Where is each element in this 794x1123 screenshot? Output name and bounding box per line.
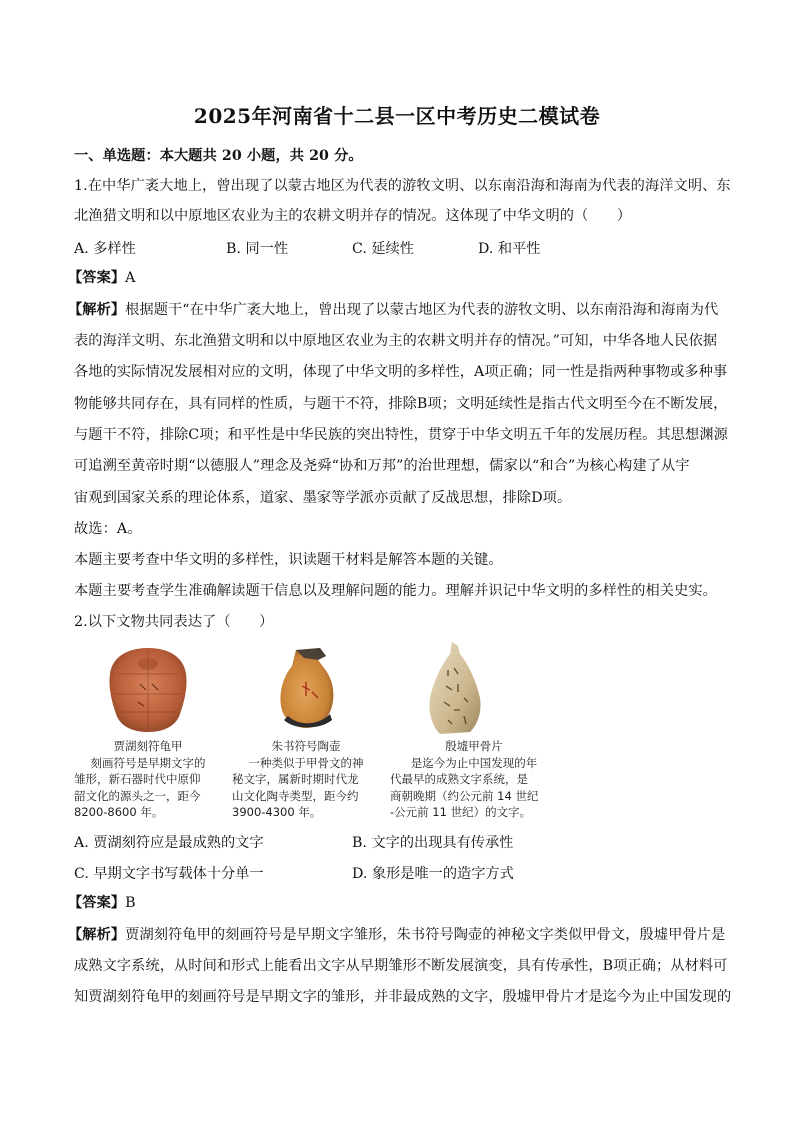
q2-analysis-line: 成熟文字系统，从时间和形式上能看出文字从早期雏形不断发展演变，具有传承性，B项正确；从材料可 xyxy=(74,958,728,974)
q2-stem: 2.以下文物共同表达了（ ） xyxy=(74,614,274,630)
q1-note: 本题主要考查中华文明的多样性，识读题干材料是解答本题的关键。 xyxy=(74,552,503,568)
analysis-text: 根据题干“在中华广袤大地上，曾出现了以蒙古地区为代表的游牧文明、以东南沿海和海南为代 xyxy=(125,302,719,318)
analysis-text: 贾湖刻符龟甲的刻画符号是早期文字雏形，朱书符号陶壶的神秘文字类似甲骨文，殷墟甲骨片是 xyxy=(125,927,726,943)
figure-desc: 8200-8600 年。 xyxy=(74,805,164,819)
figure-desc: 雏形，新石器时代中原仰 xyxy=(74,772,201,786)
figure-desc: 3900-4300 年。 xyxy=(232,805,322,819)
q1-analysis-line: 宙观到国家关系的理论体系，道家、墨家等学派亦贡献了反战思想，排除D项。 xyxy=(74,490,572,506)
figure-caption-1 xyxy=(74,738,222,821)
figure-desc: 刻画符号是早期文字的 xyxy=(90,755,206,770)
pottery-pot-image xyxy=(274,646,340,730)
q1-choose: 故选：A。 xyxy=(74,521,142,537)
figure-title: 殷墟甲骨片 xyxy=(445,739,503,753)
q2-option-c: C. 早期文字书写载体十分单一 xyxy=(74,866,264,882)
q1-stem-line: 1.在中华广袤大地上，曾出现了以蒙古地区为代表的游牧文明、以东南沿海和海南为代表的海洋文明、东 xyxy=(74,178,731,194)
q1-stem-line: 北渔猎文明和以中原地区农业为主的农耕文明并存的情况。这体现了中华文明的（ ） xyxy=(74,208,632,224)
q1-note: 本题主要考查学生准确解读题干信息以及理解问题的能力。理解并识记中华文明的多样性的相关史实。 xyxy=(74,583,717,599)
figure-desc: 代最早的成熟文字系统，是 xyxy=(390,772,528,786)
q2-analysis-line: 知贾湖刻符龟甲的刻画符号是早期文字的雏形，并非最成熟的文字，殷墟甲骨片才是迄今为止中国发现的 xyxy=(74,989,732,1005)
answer-value: A xyxy=(125,270,136,286)
q1-analysis-line: 表的海洋文明、东北渔猎文明和以中原地区农业为主的农耕文明并存的情况。”可知，中华各地人民依据 xyxy=(74,333,718,349)
q1-option-a: A. 多样性 xyxy=(74,241,136,257)
figure-desc: 商朝晚期（约公元前 14 世纪 xyxy=(390,788,539,803)
figure-desc: 是迄今为止中国发现的年 xyxy=(410,755,538,770)
q1-option-b: B. 同一性 xyxy=(226,241,289,257)
figure-desc: -公元前 11 世纪）的文字。 xyxy=(390,805,532,819)
q2-answer xyxy=(68,893,718,913)
q1-analysis-line: 与题干不符，排除C项；和平性是中华民族的突出特性，贯穿于中华文明五千年的发展历程。其思想渊源 xyxy=(74,427,728,443)
figure-title: 贾湖刻符龟甲 xyxy=(113,739,183,753)
analysis-tag: 【解析】 xyxy=(68,302,126,318)
answer-value: B xyxy=(125,895,136,911)
q1-analysis-line: 各地的实际情况发展相对应的文明，体现了中华文明的多样性，A项正确；同一性是指两种事物或多种事 xyxy=(74,364,728,380)
figure-desc: 韶文化的源头之一，距今 xyxy=(74,788,201,803)
turtle-shell-image xyxy=(100,644,196,736)
oracle-bone-image xyxy=(424,640,486,736)
q2-option-d: D. 象形是唯一的造字方式 xyxy=(352,866,514,882)
q2-option-a: A. 贾湖刻符应是最成熟的文字 xyxy=(74,835,264,851)
q1-option-d: D. 和平性 xyxy=(478,241,541,257)
figure-desc: 山文化陶寺类型，距今约 xyxy=(232,788,359,803)
figure-caption-3 xyxy=(390,738,558,821)
q1-analysis-line: 可追溯至黄帝时期“以德服人”理念及尧舜“协和万邦”的治世理想，儒家以“和合”为核心构建了从宇 xyxy=(74,458,690,474)
q2-analysis-line xyxy=(68,925,726,945)
q1-analysis-line: 物能够共同存在，具有同样的性质，与题干不符，排除B项；文明延续性是指古代文明至今在不断发展， xyxy=(74,396,728,412)
figure-title: 朱书符号陶壶 xyxy=(271,739,341,753)
q1-answer xyxy=(68,268,718,288)
figure-desc: 一种类似于甲骨文的神 xyxy=(248,755,364,770)
figure-caption-2 xyxy=(232,738,380,821)
figure-desc: 秘文字，属新时期时代龙 xyxy=(232,772,359,786)
q1-analysis-line xyxy=(68,300,718,320)
analysis-tag: 【解析】 xyxy=(68,927,126,943)
answer-tag: 【答案】 xyxy=(68,270,126,286)
q1-option-c: C. 延续性 xyxy=(352,241,414,257)
exam-title: 2025年河南省十二县一区中考历史二模试卷 xyxy=(193,104,601,128)
q2-option-b: B. 文字的出现具有传承性 xyxy=(352,835,514,851)
answer-tag: 【答案】 xyxy=(68,895,126,911)
section-heading: 一、单选题：本大题共 20 小题，共 20 分。 xyxy=(74,148,363,164)
